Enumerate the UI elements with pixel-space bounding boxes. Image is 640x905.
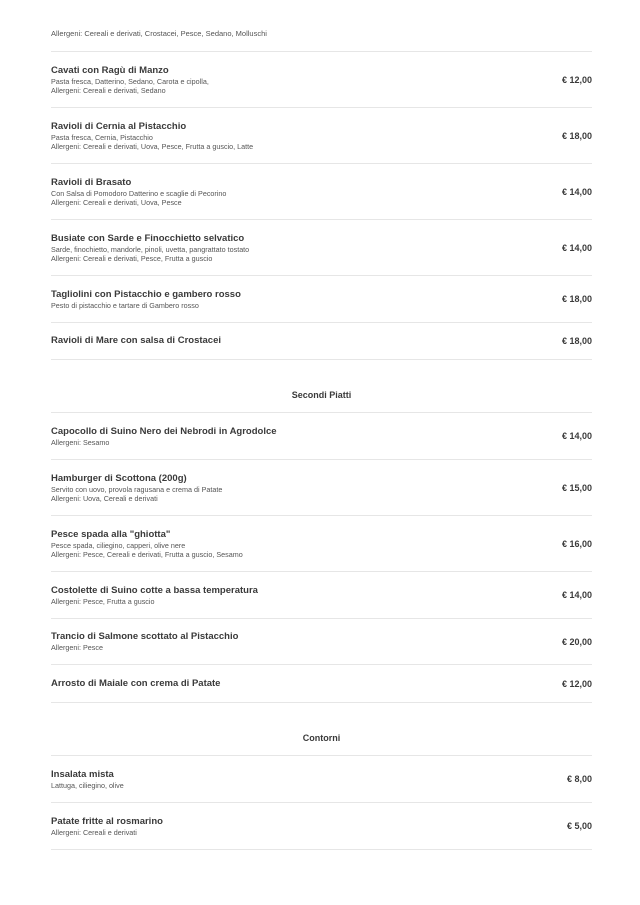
item-price: € 14,00 bbox=[561, 431, 592, 441]
menu-item bbox=[51, 322, 592, 359]
item-description: Pasta fresca, Datterino, Sedano, Carota e cipolla, bbox=[51, 76, 209, 86]
item-allergens: Allergeni: Cereali e derivati, Uova, Pesce bbox=[51, 197, 182, 207]
item-description: Lattuga, ciliegino, olive bbox=[51, 780, 124, 790]
item-allergens: Allergeni: Cereali e derivati, Pesce, Frutta a guscio bbox=[51, 253, 213, 263]
item-name: Ravioli di Mare con salsa di Crostacei bbox=[51, 335, 222, 346]
item-price: € 14,00 bbox=[561, 186, 592, 197]
menu-item bbox=[51, 664, 592, 702]
item-name: Insalata mista bbox=[51, 768, 114, 780]
item-allergens: Allergeni: Sesamo bbox=[51, 437, 110, 447]
section-title-contorni: Contorni bbox=[51, 702, 592, 755]
item-name: Trancio di Salmone scottato al Pistacchio bbox=[51, 631, 239, 642]
item-description: Servito con uovo, provola ragusana e crema di Patate bbox=[51, 484, 223, 494]
item-description: Pesce spada, ciliegino, capperi, olive nere bbox=[51, 540, 186, 550]
item-name: Ravioli di Cernia al Pistacchio bbox=[51, 120, 187, 132]
item-price: € 20,00 bbox=[561, 636, 592, 647]
divider bbox=[51, 849, 592, 850]
menu-item bbox=[51, 515, 592, 571]
item-allergens: Allergeni: Uova, Cereali e derivati bbox=[51, 493, 158, 503]
item-price: € 5,00 bbox=[566, 821, 592, 831]
item-price: € 18,00 bbox=[561, 130, 592, 141]
item-name: Busiate con Sarde e Finocchietto selvatico bbox=[51, 232, 245, 244]
item-name: Pesce spada alla "ghiotta" bbox=[51, 528, 171, 540]
item-allergens: Allergeni: Pesce bbox=[51, 643, 103, 652]
item-price: € 18,00 bbox=[561, 294, 592, 304]
menu-item bbox=[51, 412, 592, 459]
menu-item bbox=[51, 163, 592, 219]
menu-item bbox=[51, 275, 592, 322]
item-price: € 15,00 bbox=[561, 482, 592, 493]
item-price: € 12,00 bbox=[561, 678, 592, 689]
item-name: Hamburger di Scottona (200g) bbox=[51, 472, 187, 484]
item-price: € 8,00 bbox=[566, 774, 592, 784]
item-name: Arrosto di Maiale con crema di Patate bbox=[51, 677, 221, 689]
menu-item bbox=[51, 51, 592, 107]
item-name: Tagliolini con Pistacchio e gambero rosso bbox=[51, 288, 241, 300]
item-allergens: Allergeni: Cereali e derivati, Uova, Pesce, Frutta a guscio, Latte bbox=[51, 141, 254, 151]
item-price: € 16,00 bbox=[561, 538, 592, 549]
item-description: Pasta fresca, Cernia, Pistacchio bbox=[51, 132, 153, 142]
item-description: Sarde, finochietto, mandorle, pinoli, uvetta, pangrattato tostato bbox=[51, 244, 250, 254]
item-allergens: Allergeni: Cereali e derivati bbox=[51, 827, 137, 837]
item-price: € 18,00 bbox=[561, 336, 592, 346]
item-price: € 14,00 bbox=[561, 242, 592, 253]
menu-item bbox=[51, 459, 592, 515]
item-name: Ravioli di Brasato bbox=[51, 176, 132, 188]
item-description: Con Salsa di Pomodoro Datterino e scaglie di Pecorino bbox=[51, 188, 227, 198]
item-name: Capocollo di Suino Nero dei Nebrodi in Agrodolce bbox=[51, 425, 277, 437]
item-name: Costolette di Suino cotte a bassa temperatura bbox=[51, 584, 258, 596]
item-allergens: Allergeni: Pesce, Frutta a guscio bbox=[51, 596, 155, 606]
menu-item bbox=[51, 755, 592, 802]
menu-item bbox=[51, 107, 592, 163]
item-allergens: Allergeni: Cereali e derivati, Sedano bbox=[51, 85, 166, 95]
item-price: € 14,00 bbox=[561, 590, 592, 600]
item-name: Patate fritte al rosmarino bbox=[51, 815, 163, 827]
item-name: Cavati con Ragù di Manzo bbox=[51, 64, 169, 76]
menu-item bbox=[51, 219, 592, 275]
item-description: Pesto di pistacchio e tartare di Gambero rosso bbox=[51, 300, 199, 310]
section-title-secondi: Secondi Piatti bbox=[51, 359, 592, 412]
menu-item bbox=[51, 802, 592, 849]
menu-item bbox=[51, 618, 592, 664]
item-price: € 12,00 bbox=[561, 74, 592, 85]
item-allergens: Allergeni: Pesce, Cereali e derivati, Frutta a guscio, Sesamo bbox=[51, 549, 243, 559]
menu-item bbox=[51, 571, 592, 618]
previous-item-allergens: Allergeni: Cereali e derivati, Crostacei, Pesce, Sedano, Molluschi bbox=[51, 29, 267, 38]
